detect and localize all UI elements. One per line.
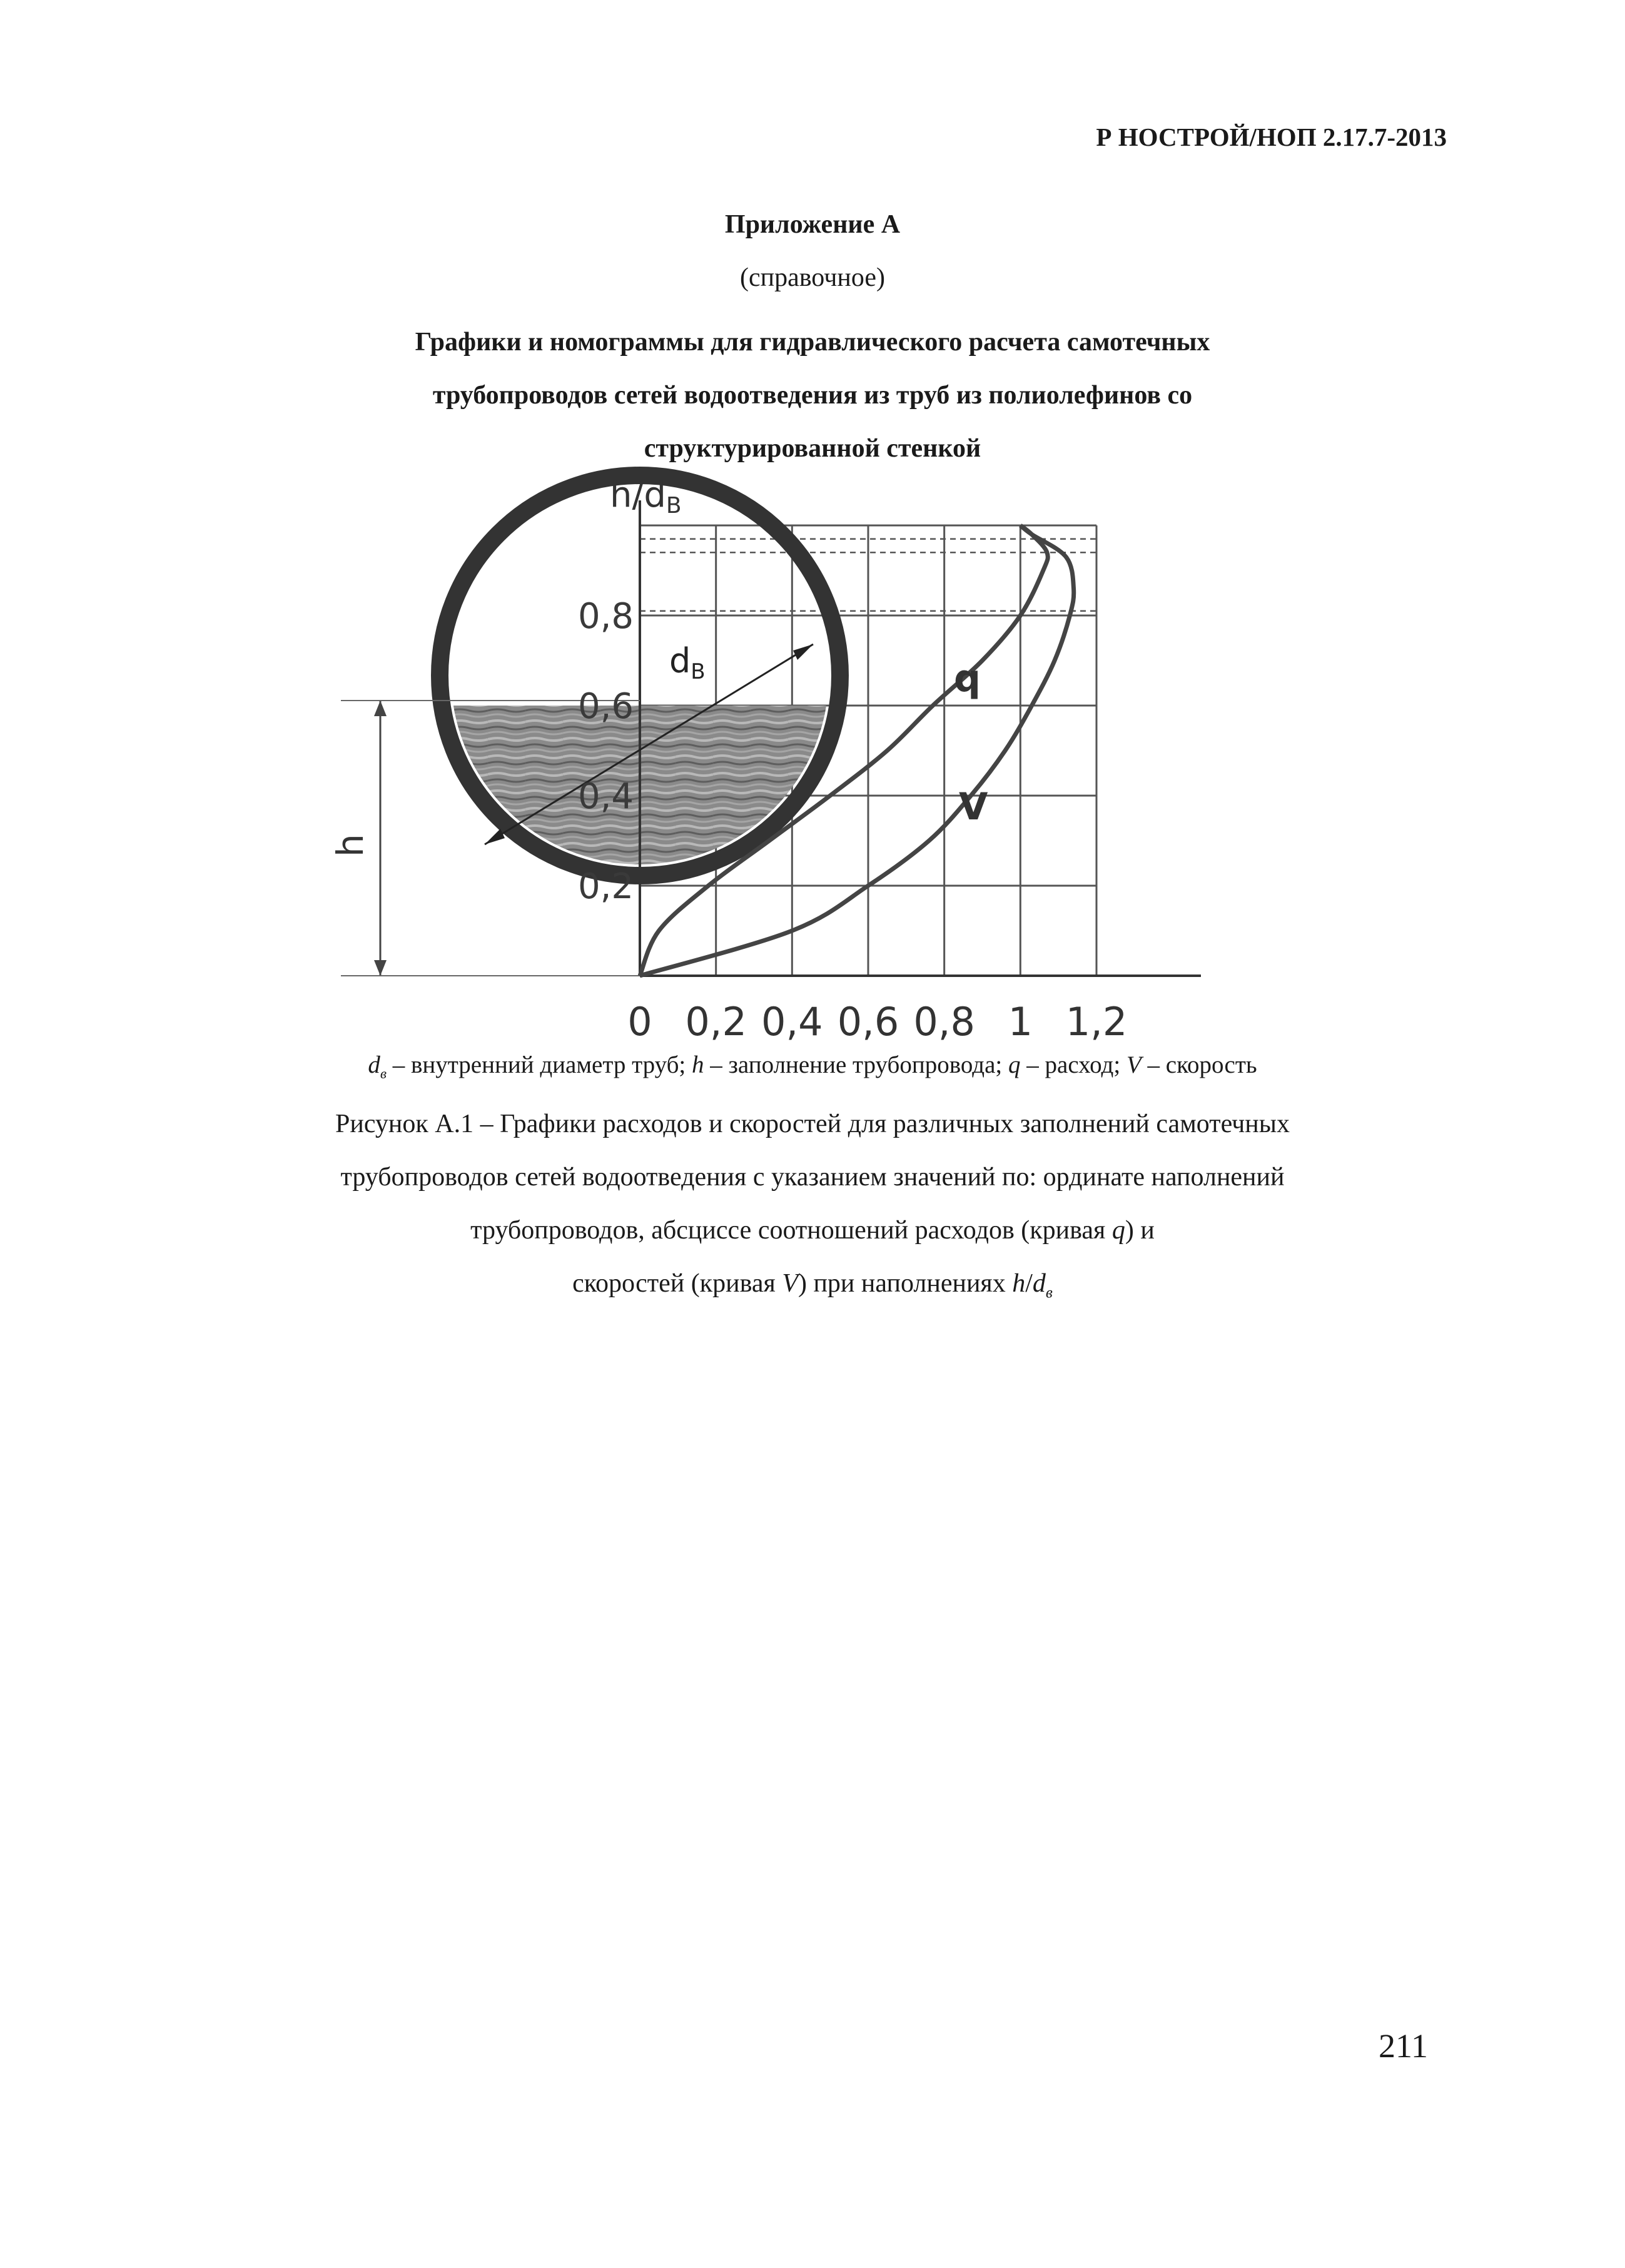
water-fill: [438, 706, 876, 1001]
series-v-label: V: [959, 785, 988, 829]
x-tick-label: 0,8: [913, 999, 975, 1045]
caption-line-4: скоростей (кривая V) при наполнениях $h/d_в$: [572, 1269, 1053, 1302]
height-label: h: [329, 834, 372, 857]
series-q-label: q: [954, 657, 981, 701]
y-tick-label: 0,2: [577, 866, 634, 907]
pipe-filling-figure: [0, 0, 1625, 1051]
figure-legend: $d_в$ – внутренний диаметр труб; h – заполнение трубопровода; q – расход; V – скорость: [368, 1051, 1257, 1082]
x-tick-label: 0,2: [685, 999, 747, 1045]
x-tick-labels: [627, 999, 1127, 1045]
x-tick-label: 0,4: [761, 999, 823, 1045]
appendix-title: Приложение А: [724, 210, 901, 239]
heading-line-1: Графики и номограммы для гидравлического расчета самотечных: [415, 328, 1210, 357]
y-tick-label: 0,6: [577, 686, 634, 727]
caption-line-1: Рисунок А.1 – Графики расходов и скоростей для различных заполнений самотечных: [335, 1110, 1290, 1138]
x-tick-label: 1,2: [1065, 999, 1128, 1045]
x-tick-label: 0,6: [837, 999, 899, 1045]
diameter-label: dВ: [669, 641, 706, 684]
appendix-note: (справочное): [740, 263, 885, 292]
caption-line-2: трубопроводов сетей водоотведения с указанием значений по: ординате наполнений: [340, 1163, 1285, 1192]
x-tick-label: 0: [627, 999, 652, 1045]
x-tick-label: 1: [1008, 999, 1033, 1045]
document-code: Р НОСТРОЙ/НОП 2.17.7-2013: [1096, 123, 1447, 151]
caption-line-3: трубопроводов, абсциссе соотношений расходов (кривая q) и: [470, 1216, 1155, 1245]
heading-line-2: трубопроводов сетей водоотведения из труб из полиолефинов со: [432, 381, 1193, 410]
figure-caption: [0, 1098, 1625, 1319]
page-number: 211: [1379, 2027, 1428, 2065]
heading-line-3: структурированной стенкой: [644, 434, 981, 463]
y-axis-label: h/dВ: [610, 475, 682, 519]
y-tick-label: 0,4: [577, 776, 634, 817]
y-tick-label: 0,8: [577, 596, 634, 637]
